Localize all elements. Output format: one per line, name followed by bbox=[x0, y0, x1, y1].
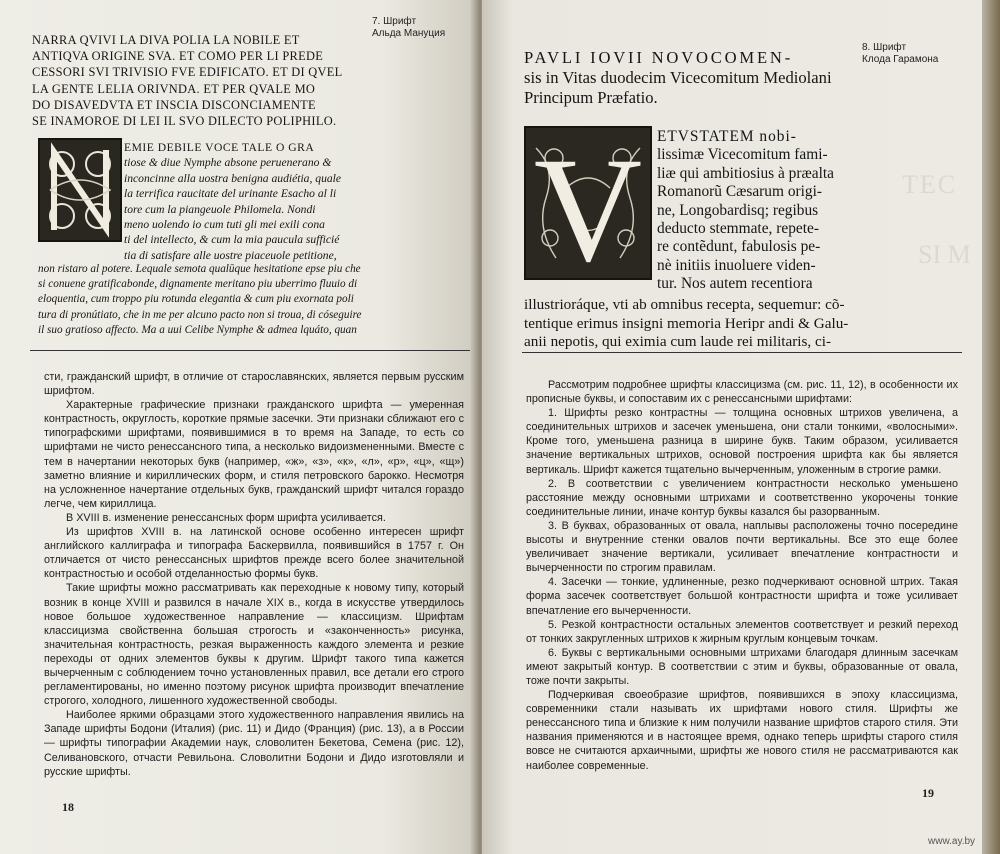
show-through-text: TEC bbox=[902, 170, 958, 199]
paragraph: В XVIII в. изменение ренессансных форм шрифта усиливается. bbox=[66, 511, 386, 524]
ornamental-initial-n bbox=[38, 138, 122, 242]
aldus-specimen-body-indented bbox=[124, 140, 364, 263]
floral-ornament-icon bbox=[40, 140, 120, 240]
figure-divider bbox=[30, 350, 470, 351]
watermark: www.ay.by bbox=[928, 836, 976, 847]
right-body-text bbox=[526, 378, 958, 773]
aldus-specimen-body-full bbox=[38, 262, 368, 338]
specimen-line: ANTIQVA ORIGINE SVA. ET COMO PER LI PREDE bbox=[32, 49, 324, 64]
specimen-line: eloquentia, cum troppo piu rotunda elegantia & cum piu exornata poli bbox=[38, 293, 354, 306]
specimen-line: meno uolendo io cum tuti gli mei exili cona bbox=[124, 218, 325, 232]
caption-line: 7. Шрифт bbox=[372, 16, 417, 27]
paragraph: 5. Резкой контрастности остальных элементов соответствует и резкий переход от тонких закругленных штрихов к жирным круглым концевым точкам. bbox=[526, 618, 958, 645]
specimen-line: ne, Longobardisq; regibus bbox=[657, 201, 819, 219]
specimen-line: NARRA QVIVI LA DIVA POLIA LA NOBILE ET bbox=[32, 33, 300, 47]
specimen-line: LA GENTE LELIA ORIVNDA. ET PER QVALE MO bbox=[32, 81, 316, 96]
specimen-line: PAVLI IOVII NOVOCOMEN- bbox=[524, 48, 794, 67]
page-number-left: 18 bbox=[62, 800, 74, 814]
specimen-line: il suo gratioso affecto. Ma a uui Celibe Nymphe & admea lquáto, quan bbox=[38, 323, 357, 336]
paragraph: Характерные графические признаки гражданского шрифта — умеренная контрастность, округлость, короткие прямые засечки. Эти признаки сближают его с типографскими шрифтами, появившимися в то время на Западе, то есть со шрифтами не чисто ренессансного типа, а несколько видоизмененными. Вместе с тем в начертании некоторых букв (например, «ж», «з», «к», «л», «р», «ц», «щ») заметно влияние и кириллических форм, и стиля петровского барокко. Несмотря на усложненное начертание отдельных букв, гражданский шрифт читался гораздо легче, чем кириллица. bbox=[44, 399, 464, 510]
specimen-line: non ristaro al potere. Lequale semota qualūque hesitatione epse piu che bbox=[38, 263, 361, 275]
figure-divider bbox=[522, 352, 962, 353]
paragraph: сти, гражданский шрифт, в отличие от старославянских, является первым русским шрифтом. bbox=[44, 371, 464, 398]
page-number-right: 19 bbox=[922, 786, 934, 800]
specimen-line: tore cum la piangeuole Philomela. Nondi bbox=[124, 202, 316, 216]
specimen-line: DO DISAVEDVTA ET INSCIA DISCONCIAMENTE bbox=[32, 97, 316, 112]
specimen-line: tentique erimus insigni memoria Heripr andi & Galu- bbox=[524, 314, 849, 332]
left-page bbox=[0, 0, 478, 854]
specimen-line: deducto stemmate, repete- bbox=[657, 220, 819, 238]
show-through-text: SI M bbox=[918, 240, 971, 269]
paragraph: 3. В буквах, образованных от овала, наплывы расположены точно посередине высоты и внутренние стенки овалов почти вертикальны. Все это еще более увеличивает значение вертикали, усиливает впечатление контрастности и вычерченности по строгим правилам. bbox=[526, 519, 958, 575]
specimen-line: tur. Nos autem recentiora bbox=[657, 275, 813, 293]
garamond-specimen-full bbox=[524, 296, 874, 352]
caption-line: 8. Шрифт bbox=[862, 42, 907, 53]
specimen-line: tia di satisfare alle uostre piaceuole petitione, bbox=[124, 248, 337, 262]
specimen-line: liæ qui ambitiosius à præalta bbox=[657, 164, 834, 182]
specimen-line: sis in Vitas duodecim Vicecomitum Mediolani bbox=[524, 68, 832, 87]
paragraph: Подчеркивая своеобразие шрифтов, появившихся в эпоху классицизма, современники стали называть их шрифтами нового стиля. Шрифты же ренессансного типа и близкие к ним получили название шрифтов старого стиля. Эти названия применяются и в настоящее время, однако теперь шрифты старого стиля вовсе не считаются архаичными, шрифты же нового стиля не рассматриваются как наиболее современные. bbox=[526, 689, 958, 772]
caption-line: Альда Мануция bbox=[372, 28, 446, 39]
paragraph: Наиболее яркими образцами этого художественного направления явились на Западе шрифты Бодони (Италия) (рис. 11) и Дидо (Франция) (рис. 13), а в России — шрифты типографии Академии наук, словолитен Бекетова, Семена (рис. 12), Селивановского, отчасти Ревильона. Словолитни Бодони и Дидо изготовляли и русские шрифты. bbox=[44, 709, 464, 778]
figure-caption-7 bbox=[372, 16, 472, 40]
specimen-line: illustrioráque, vti ab omnibus recepta, sequemur: cõ- bbox=[524, 296, 845, 313]
figure-caption-8 bbox=[862, 42, 972, 66]
left-body-text bbox=[44, 370, 464, 779]
specimen-line: Romanorũ Cæsarum origi- bbox=[657, 183, 823, 201]
specimen-line: tura di pronútiato, che in me per alcuno pacto non si troua, di cóseguire bbox=[38, 308, 362, 321]
specimen-line: anii nepotis, qui eximia cum laude rei militaris, ci- bbox=[524, 333, 832, 351]
specimen-line: nè initiis inuoluere viden- bbox=[657, 256, 816, 274]
drop-cap-letter: V bbox=[533, 128, 643, 278]
specimen-line: si conuene gratificabonde, dignamente meritano piu uberrimo fluuio di bbox=[38, 278, 358, 291]
paragraph: 6. Буквы с вертикальными основными штрихами благодаря длинным засечкам имеют закрытый контур. В соответствии с этим и буквы, образованные от овала, тоже почти закрыты. bbox=[526, 646, 958, 687]
specimen-line: tiose & diue Nymphe absone peruenerano & bbox=[124, 156, 332, 170]
drop-cap-ornament-icon bbox=[526, 128, 650, 278]
paragraph: Рассмотрим подробнее шрифты классицизма (см. рис. 11, 12), в особенности их прописные буквы, и сопоставим их с ренессансными шрифтами: bbox=[526, 379, 958, 406]
paragraph: 2. В соответствии с увеличением контрастности несколько уменьшено расстояние между основными штрихами и соответственно укорочены тонкие соединительные линии, иначе контур буквы казался бы разорванным. bbox=[526, 477, 958, 518]
right-page bbox=[482, 0, 982, 854]
specimen-line: lissimæ Vicecomitum fami- bbox=[657, 146, 828, 164]
garamond-specimen-heading bbox=[524, 48, 869, 108]
paragraph: Из шрифтов XVIII в. на латинской основе особенно интересен шрифт английского каллиграфа и типографа Баскервилла, появившийся в 1757 г. Он отличается от чисто ренессансных шрифтов прежде всего более значительной контрастностью и особой отделанностью формы букв. bbox=[44, 526, 464, 581]
paragraph: Такие шрифты можно рассматривать как переходные к новому типу, который возник в конце XVIII и развился в начале XIX в., когда в искусстве утвердилось новое большое художественное направление — классицизм. Шрифтам классицизма свойственна большая строгость и «законченность» рисунка, значительная контрастность, резкая выраженность каждого элемента и резкие переходы от одних элементов буквы к другим. Шрифт такого типа кажется вычерченным с соблюдением точно установленных правил, все детали его строго регламентированы, но именно поэтому рисунок шрифта производит впечатление строгого, холодного, лишенного художественной свободы. bbox=[44, 582, 464, 708]
caption-line: Клода Гарамона bbox=[862, 54, 939, 65]
paragraph: 1. Шрифты резко контрастны — толщина основных штрихов увеличена, а соединительных штрихов и засечек уменьшена, они стали тонкими, «волосными». Кроме того, уменьшена разница в ширине букв. Таким образом, усиливается значение вертикальных штрихов, основой построения шрифта как бы является вертикаль. Шрифт кажется тщательно вычерченным, уложенным в строгие рамки. bbox=[526, 407, 958, 476]
specimen-line: la terrifica raucitate del urinante Esacho al li bbox=[124, 187, 337, 201]
paragraph: 4. Засечки — тонкие, удлиненные, резко подчеркивают основной штрих. Такая форма засечек соответствует большой контрастности шрифта и тоже усиливает впечатление его вычерченности. bbox=[526, 576, 958, 617]
specimen-line: EMIE DEBILE VOCE TALE O GRA bbox=[124, 141, 315, 154]
specimen-line: inconcinne alla uostra benigna audiétia, quale bbox=[124, 171, 342, 185]
ornamental-initial-v bbox=[524, 126, 652, 280]
specimen-line: Principum Præfatio. bbox=[524, 88, 658, 107]
specimen-line: ETVSTATEM nobi- bbox=[657, 128, 797, 145]
specimen-line: re contẽdunt, fabulosis pe- bbox=[657, 238, 821, 256]
aldus-specimen-heading bbox=[32, 32, 362, 129]
specimen-line: ti del intellecto, & cum la mia paucula sufficié bbox=[124, 233, 340, 247]
page-stack-edge bbox=[982, 0, 1000, 854]
specimen-line: SE INAMOROE DI LEI IL SVO DILECTO POLIPHILO. bbox=[32, 114, 337, 129]
garamond-specimen-beside-cap bbox=[657, 128, 872, 294]
specimen-line: CESSORI SVI TRIVISIO FVE EDIFICATO. ET DI QVEL bbox=[32, 65, 343, 80]
